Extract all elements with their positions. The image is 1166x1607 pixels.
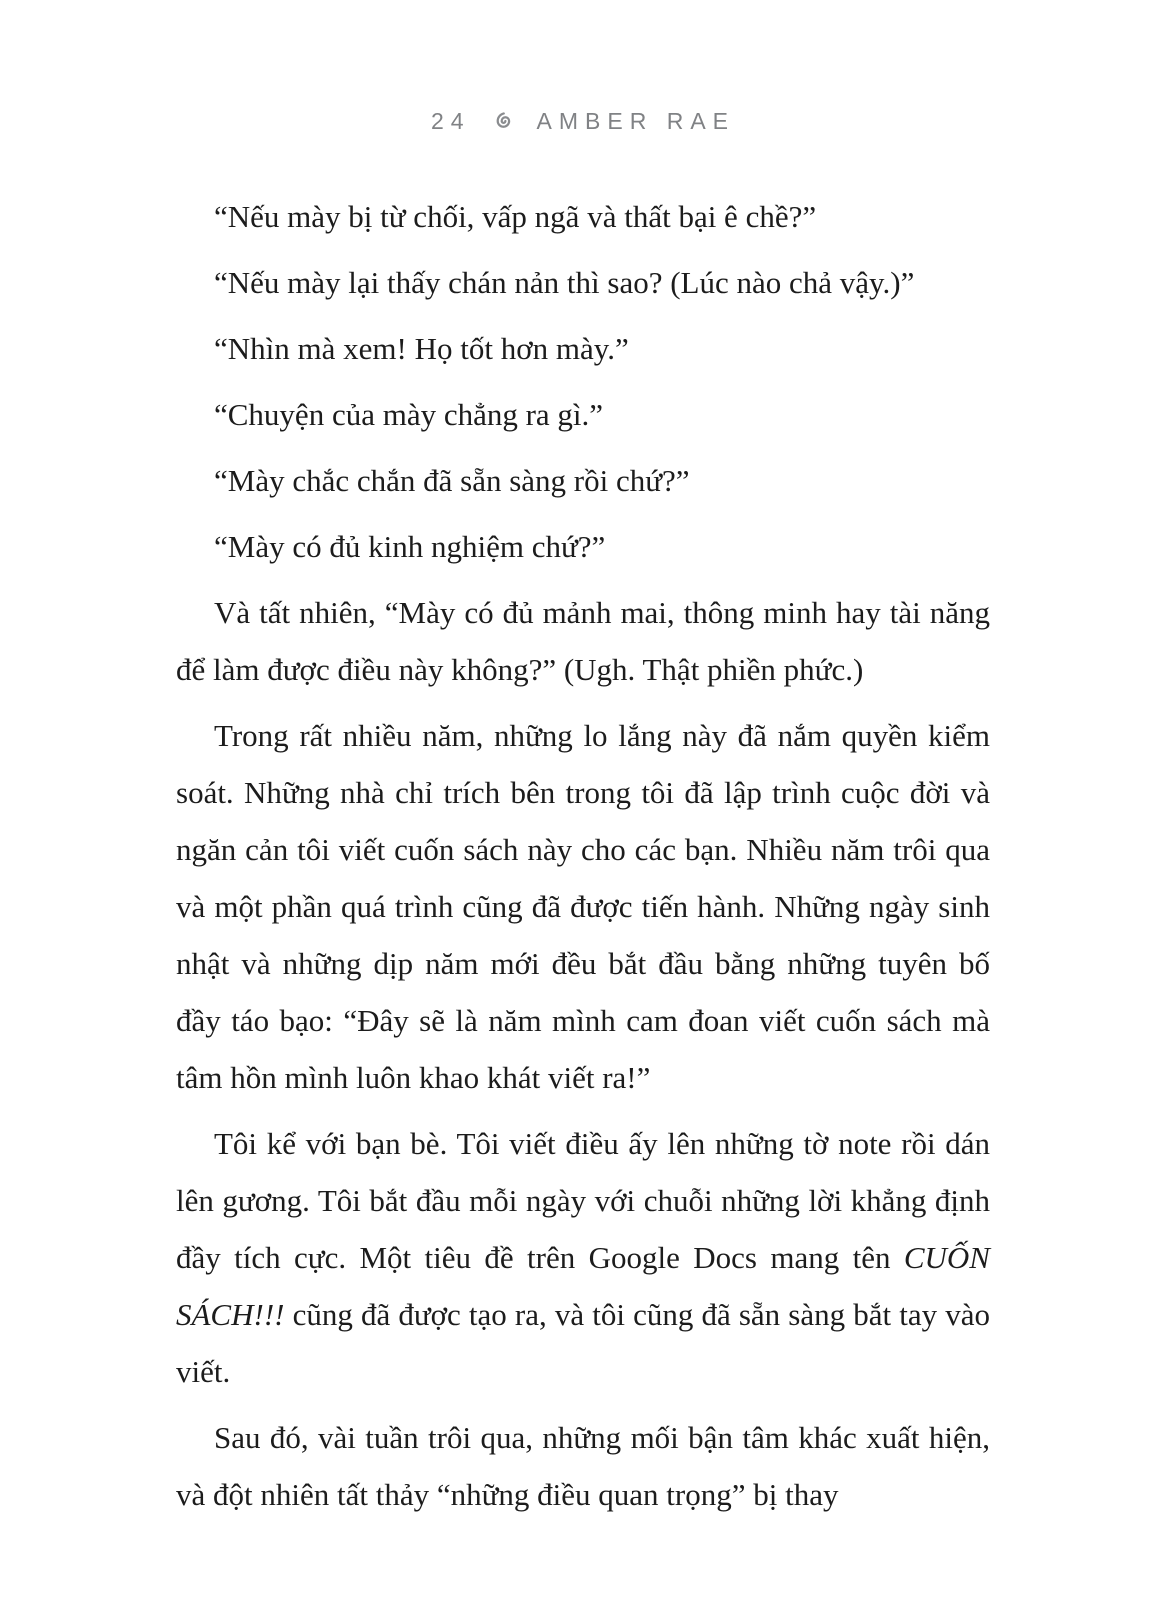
paragraph — [176, 1115, 990, 1400]
paragraph — [176, 518, 990, 575]
text-segment: Và tất nhiên, “Mày có đủ mảnh mai, thông minh hay tài năng để làm được điều này không?” (Ugh. Thật phiền phức.) — [176, 595, 990, 687]
paragraph — [176, 320, 990, 377]
text-segment: Trong rất nhiều năm, những lo lắng này đã nắm quyền kiểm soát. Những nhà chỉ trích bên trong tôi đã lập trình cuộc đời và ngăn cản tôi viết cuốn sách này cho các bạn. Nhiều năm trôi qua và một phần quá trình cũng đã được tiến hành. Những ngày sinh nhật và những dịp năm mới đều bắt đầu bằng những tuyên bố đầy táo bạo: “Đây sẽ là năm mình cam đoan viết cuốn sách mà tâm hồn mình luôn khao khát viết ra!” — [176, 718, 990, 1095]
spiral-icon — [489, 106, 519, 136]
text-segment: Sau đó, vài tuần trôi qua, những mối bận tâm khác xuất hiện, và đột nhiên tất thảy “những điều quan trọng” bị thay — [176, 1420, 990, 1512]
text-segment: Tôi kể với bạn bè. Tôi viết điều ấy lên những tờ note rồi dán lên gương. Tôi bắt đầu mỗi ngày với chuỗi những lời khẳng định đầy tích cực. Một tiêu đề trên Google Docs mang tên — [176, 1126, 990, 1275]
running-header — [176, 104, 990, 138]
text-segment: “Nhìn mà xem! Họ tốt hơn mày.” — [214, 331, 629, 366]
paragraph — [176, 386, 990, 443]
text-segment: cũng đã được tạo ra, và tôi cũng đã sẵn sàng bắt tay vào viết. — [176, 1297, 990, 1389]
author-name: AMBER RAE — [536, 108, 736, 134]
paragraph — [176, 452, 990, 509]
paragraph — [176, 707, 990, 1106]
paragraph — [176, 584, 990, 698]
paragraph — [176, 188, 990, 245]
text-segment: “Mày có đủ kinh nghiệm chứ?” — [214, 529, 606, 564]
text-segment: “Chuyện của mày chẳng ra gì.” — [214, 397, 604, 432]
italic-text-segment: CUỐN SÁCH!!! — [176, 1240, 990, 1332]
text-segment: “Mày chắc chắn đã sẵn sàng rồi chứ?” — [214, 463, 690, 498]
body-text — [176, 188, 990, 1523]
paragraph — [176, 254, 990, 311]
text-segment: “Nếu mày lại thấy chán nản thì sao? (Lúc nào chả vậy.)” — [214, 265, 915, 300]
page-number: 24 — [430, 108, 471, 134]
paragraph — [176, 1409, 990, 1523]
text-segment: “Nếu mày bị từ chối, vấp ngã và thất bại ê chề?” — [214, 199, 817, 234]
